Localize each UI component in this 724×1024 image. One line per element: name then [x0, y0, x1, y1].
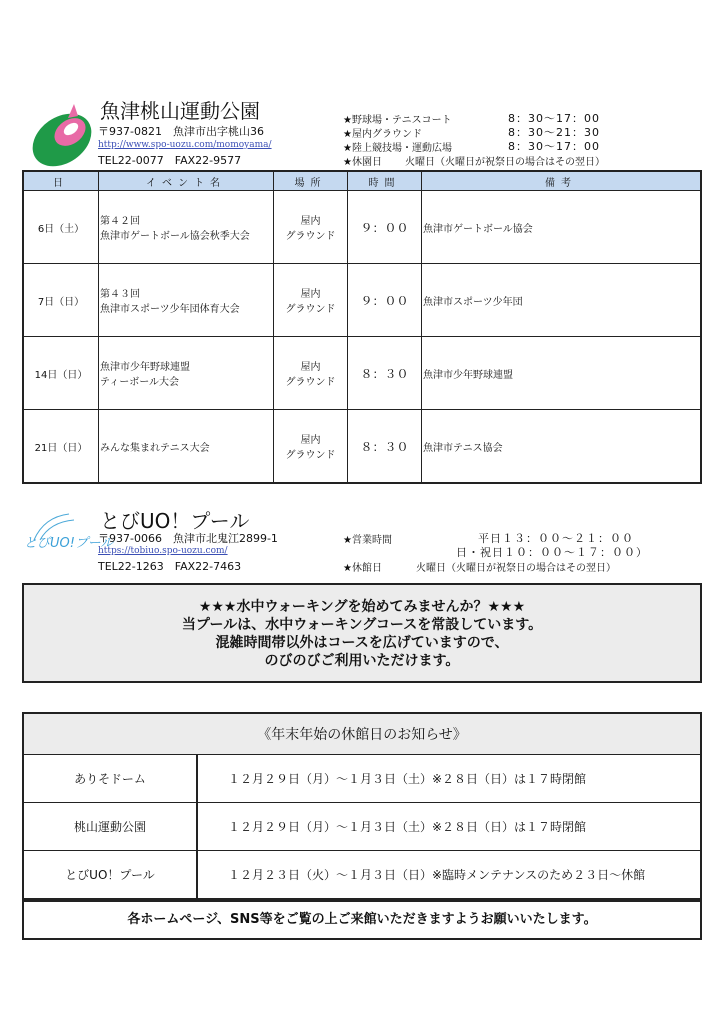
table-row	[23, 755, 701, 803]
event-note: 魚津市ゲートボール協会	[422, 191, 702, 264]
facility-name: とびUO！プール	[23, 851, 197, 900]
event-date: 14日（日）	[23, 337, 99, 410]
notice-line: のびのびご利用いただけます。	[264, 653, 460, 669]
event-place	[274, 337, 348, 410]
closure-period: １２月２９日（月）～１月３日（土）※２８日（日）は１７時閉館	[197, 755, 701, 803]
closure-period: １２月２９日（月）～１月３日（土）※２８日（日）は１７時閉館	[197, 803, 701, 851]
event-date: 21日（日）	[23, 410, 99, 484]
footer-note: 各ホームページ、SNS等をご覧の上ご来館いただきますようお願いいたします。	[22, 900, 702, 940]
park-closed: 火曜日（火曜日が祝祭日の場合はその翌日）	[405, 157, 605, 168]
notice-line: ★★★水中ウォーキングを始めてみませんか？★★★	[198, 599, 526, 615]
event-date: 7日（日）	[23, 264, 99, 337]
park-hours-1-label: ★屋内グラウンド	[343, 129, 422, 140]
walking-notice	[22, 583, 702, 683]
event-name-line: 魚津市スポーツ少年団体育大会	[100, 304, 240, 315]
place-line: 屋内	[300, 216, 321, 227]
facility-name: 桃山運動公園	[23, 803, 197, 851]
table-row	[23, 264, 701, 337]
event-note: 魚津市少年野球連盟	[422, 337, 702, 410]
pool-closed: 火曜日（火曜日が祝祭日の場合はその翌日）	[416, 563, 616, 574]
pool-url-link[interactable]: https://tobiuo.spo-uozu.com/	[98, 546, 228, 556]
pool-name: とびUO！プール	[100, 509, 250, 533]
park-logo-icon	[28, 96, 100, 168]
event-name	[99, 410, 274, 484]
event-name-line: 第４３回	[100, 289, 140, 300]
table-row	[23, 191, 701, 264]
pool-hours-holiday: 日・祝日１０：００～１７：００）	[456, 546, 648, 559]
place-line: グラウンド	[285, 231, 336, 242]
park-hours-1-time: 8：30～21：30	[508, 126, 600, 139]
table-row	[23, 851, 701, 900]
event-time: ９：００	[348, 191, 422, 264]
table-row	[23, 803, 701, 851]
col-note: 備考	[422, 171, 702, 191]
park-tel: TEL22-0077 FAX22-9577	[98, 154, 242, 167]
park-hours-2-time: 8：30～17：00	[508, 140, 600, 153]
pool-closed-label: ★休館日	[343, 563, 382, 574]
event-name-line: みんな集まれテニス大会	[100, 442, 210, 454]
park-closed-label: ★休園日	[343, 157, 382, 168]
pool-tel: TEL22-1263 FAX22-7463	[98, 560, 242, 573]
event-time: ９：００	[348, 264, 422, 337]
place-line: グラウンド	[285, 450, 336, 461]
col-place: 場所	[274, 171, 348, 191]
place-line: 屋内	[300, 435, 321, 446]
event-place	[274, 191, 348, 264]
col-time: 時間	[348, 171, 422, 191]
park-hours-0-label: ★野球場・テニスコート	[343, 115, 452, 126]
place-line: 屋内	[300, 362, 321, 373]
event-time: ８：３０	[348, 410, 422, 484]
event-name	[99, 191, 274, 264]
event-name-line: ティーボール大会	[100, 377, 179, 388]
notice-line: 混雑時間帯以外はコースを広げていますので、	[215, 635, 509, 651]
event-place	[274, 264, 348, 337]
event-name-line: 魚津市少年野球連盟	[100, 362, 190, 373]
event-date: 6日（土）	[23, 191, 99, 264]
col-date: 日	[23, 171, 99, 191]
col-event: イベント名	[99, 171, 274, 191]
pool-hours-weekday: 平日１３：００～２１：００	[478, 532, 634, 545]
pool-address: 〒937-0066 魚津市北鬼江2899-1	[98, 532, 278, 545]
event-note: 魚津市スポーツ少年団	[422, 264, 702, 337]
place-line: グラウンド	[285, 304, 336, 315]
park-name: 魚津桃山運動公園	[100, 99, 260, 123]
event-name-line: 魚津市ゲートボール協会秋季大会	[100, 231, 250, 242]
table-row	[23, 337, 701, 410]
event-note: 魚津市テニス協会	[422, 410, 702, 484]
event-time: ８：３０	[348, 337, 422, 410]
park-hours-0-time: 8：30～17：00	[508, 112, 600, 125]
pool-logo-text: とびUO!プール	[24, 536, 114, 551]
park-hours-2-label: ★陸上競技場・運動広場	[343, 143, 452, 154]
event-name-line: 第４２回	[100, 216, 140, 227]
pool-hours-label: ★営業時間	[343, 535, 392, 546]
place-line: 屋内	[300, 289, 321, 300]
pool-logo-icon	[24, 512, 114, 572]
table-row	[23, 410, 701, 484]
facility-name: ありそドーム	[23, 755, 197, 803]
closures-table	[22, 712, 702, 900]
event-name	[99, 264, 274, 337]
park-url-link[interactable]: http://www.spo-uozu.com/momoyama/	[98, 140, 272, 150]
event-place	[274, 410, 348, 484]
event-name	[99, 337, 274, 410]
park-address: 〒937-0821 魚津市出字桃山36	[98, 125, 264, 138]
closure-period: １２月２３日（火）～１月３日（日）※臨時メンテナンスのため２３日～休館	[197, 851, 701, 900]
place-line: グラウンド	[285, 377, 336, 388]
closures-title: 《年末年始の休館日のお知らせ》	[23, 713, 701, 755]
events-table	[22, 170, 702, 484]
notice-line: 当プールは、水中ウォーキングコースを常設しています。	[181, 617, 543, 633]
